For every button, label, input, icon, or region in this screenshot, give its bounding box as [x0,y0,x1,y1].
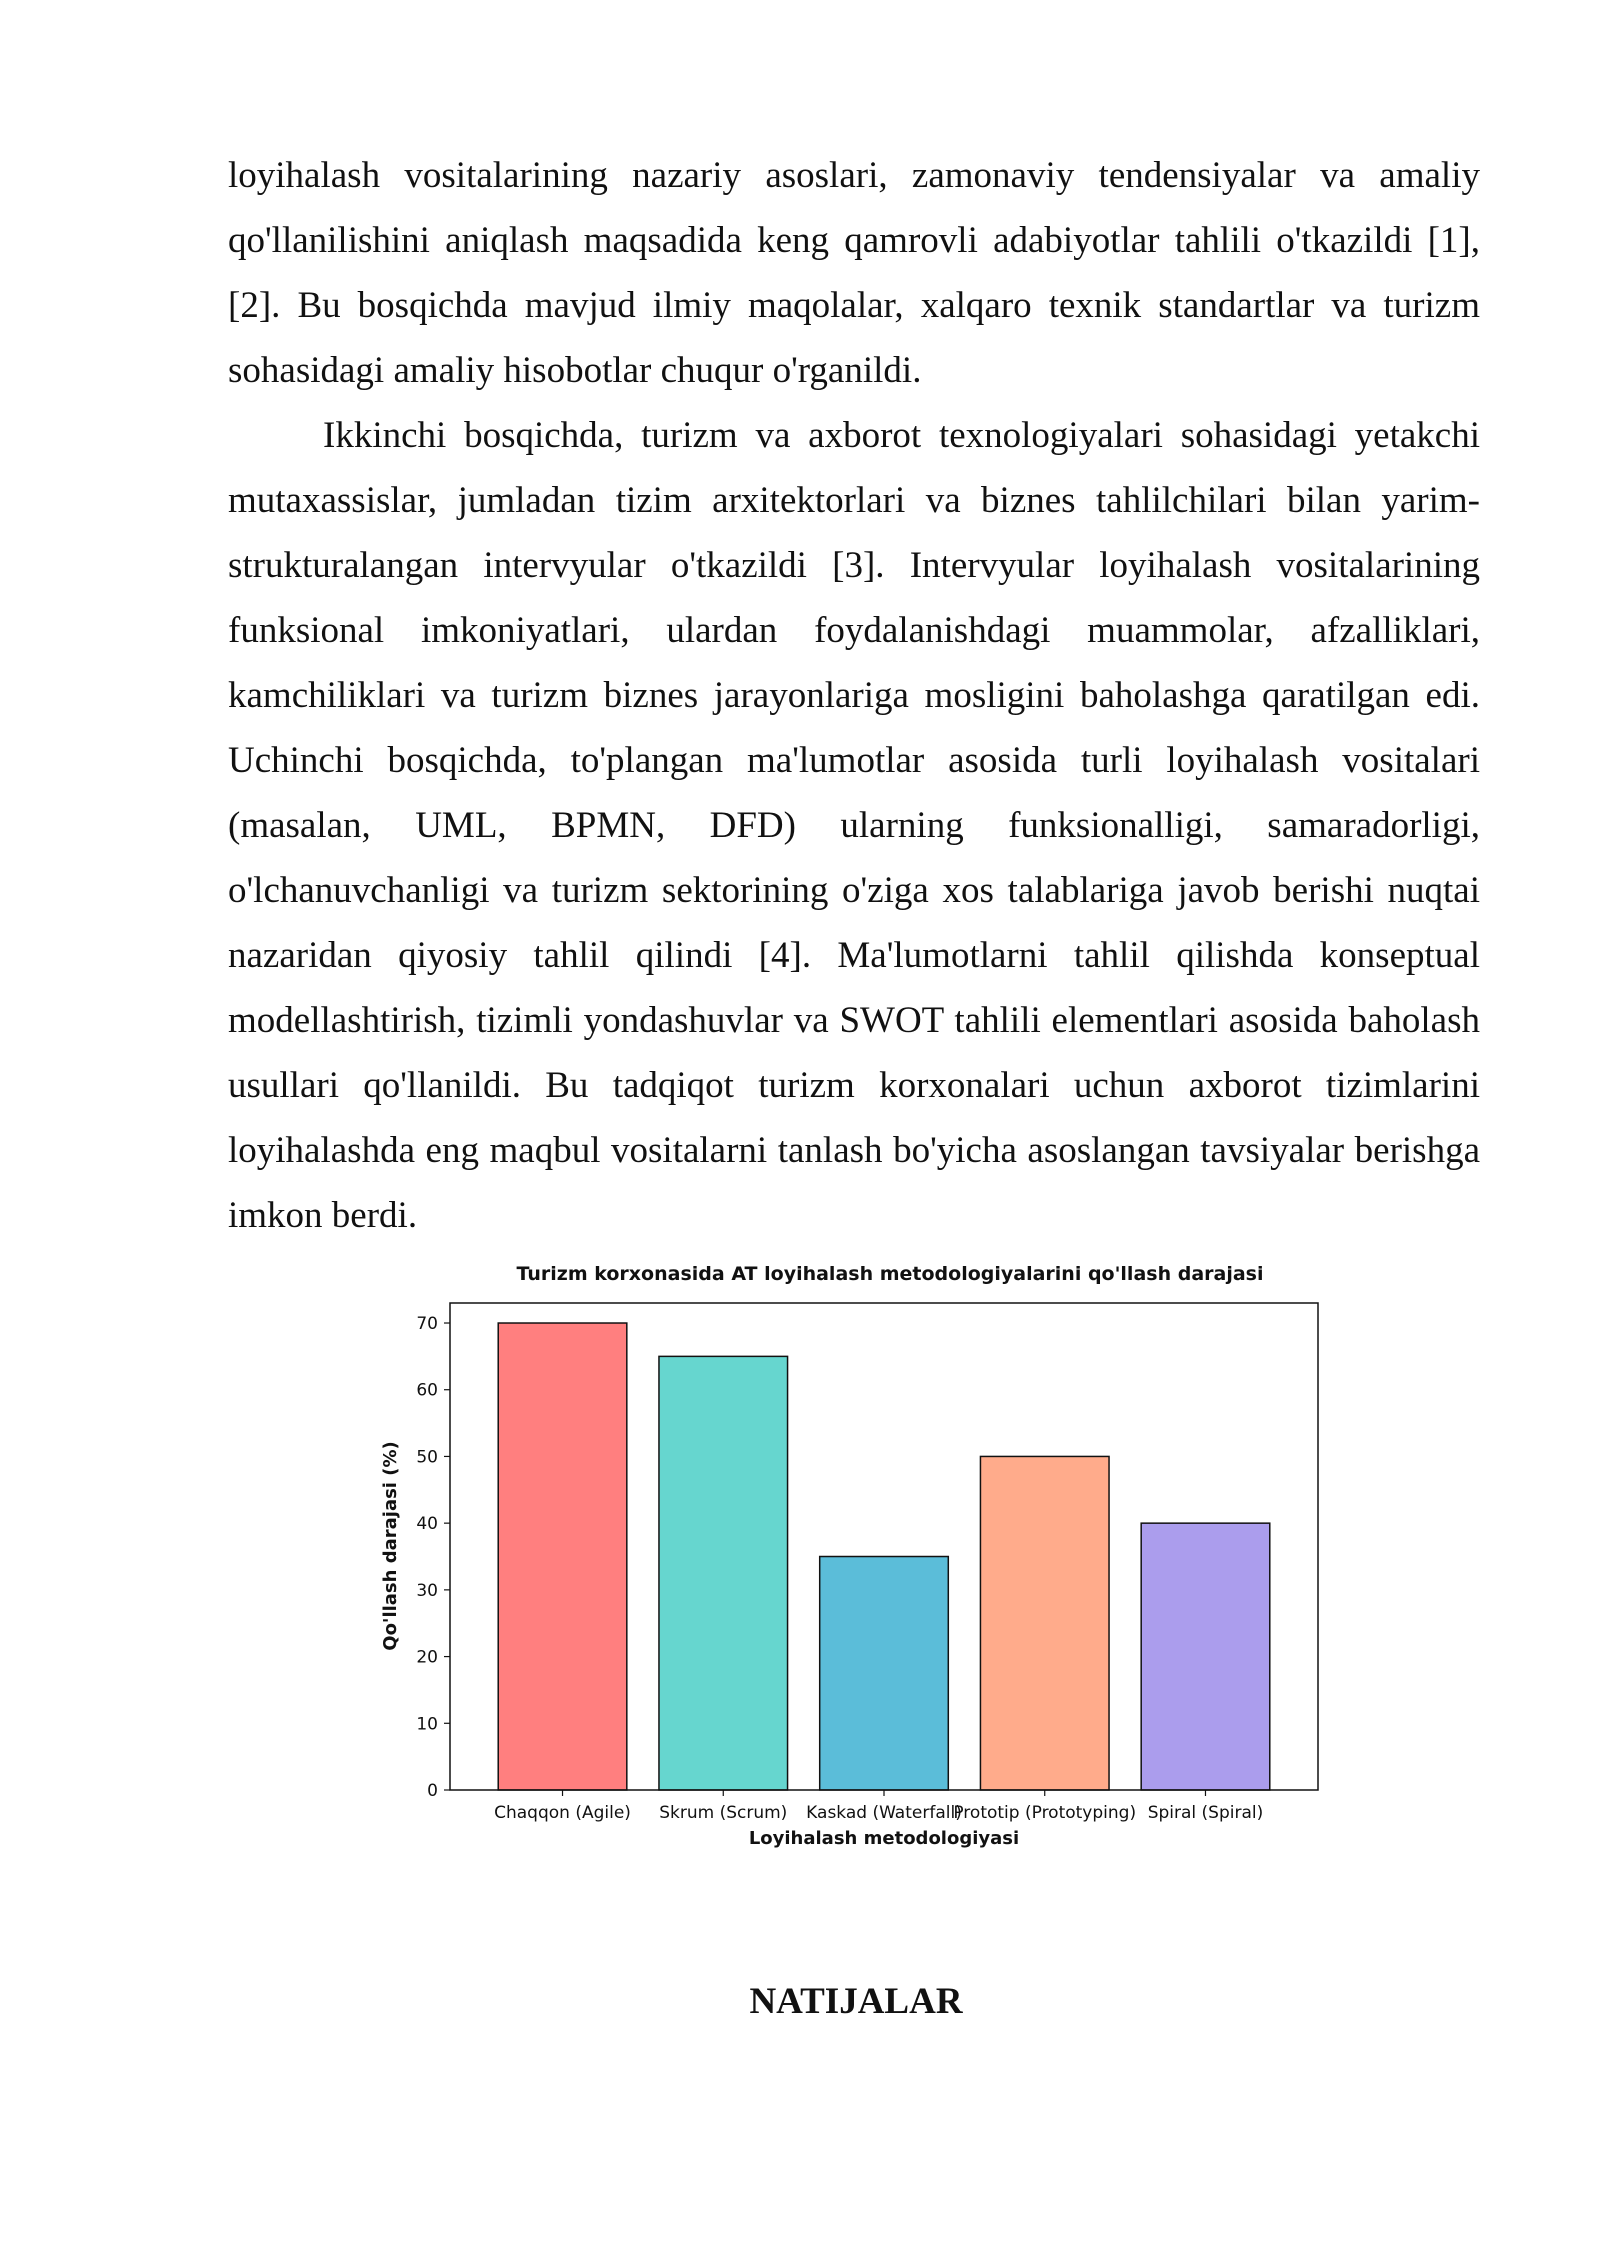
x-tick-label: Prototip (Prototyping) [953,1803,1137,1823]
section-heading: NATIJALAR [749,1981,963,2022]
bar-3 [820,1557,949,1790]
y-tick-label: 50 [416,1447,438,1468]
chart-title: Turizm korxonasida AT loyihalash metodologiyalarini qo'llash darajasi [516,1263,1264,1285]
x-tick-label: Chaqqon (Agile) [494,1803,631,1823]
y-tick-label: 70 [416,1314,438,1335]
paragraph-continuation: loyihalash vositalarining nazariy asoslari, zamonaviy tendensiyalar va amaliy qo'llanilishini aniqlash maqsadida keng qamrovli adabiyotlar tahlili o'tkazildi [1], [2]. Bu bosqichda mavjud ilmiy maqolalar, xalqaro texnik standartlar va turizm sohasidagi amaliy hisobotlar chuqur o'rganildi. [228,155,1480,391]
y-tick-label: 10 [416,1714,438,1735]
y-tick-label: 40 [416,1514,438,1535]
body-text [228,143,1480,1248]
x-tick-label: Skrum (Scrum) [659,1803,788,1823]
bar-5 [1141,1523,1270,1790]
x-tick-label: Spiral (Spiral) [1147,1803,1264,1823]
x-tick-label: Kaskad (Waterfall) [806,1803,962,1823]
bar-1 [498,1323,627,1790]
x-axis-label: Loyihalash metodologiyasi [748,1828,1020,1849]
y-tick-label: 20 [416,1647,438,1668]
y-axis-label: Qo'llash darajasi (%) [380,1441,401,1651]
y-tick-label: 0 [427,1781,438,1801]
y-tick-label: 60 [416,1380,438,1401]
bar-chart-figure [360,1250,1340,1870]
bar-4 [980,1456,1109,1790]
bar-2 [659,1356,788,1790]
y-tick-label: 30 [416,1580,438,1601]
paragraph-methods: Ikkinchi bosqichda, turizm va axborot texnologiyalari sohasidagi yetakchi mutaxassislar, jumladan tizim arxitektorlari va biznes tahlilchilari bilan yarim-strukturalangan intervyular o'tkazildi [3]. Intervyular loyihalash vositalarining funksional imkoniyatlari, ulardan foydalanishdagi muammolar, afzalliklari, kamchiliklari va turizm biznes jarayonlariga mosligini baholashga qaratilgan edi. Uchinchi bosqichda, to'plangan ma'lumotlar asosida turli loyihalash vositalari (masalan, UML, BPMN, DFD) ularning funksionalligi, samaradorligi, o'lchanuvchanligi va turizm sektorining o'ziga xos talablariga javob berishi nuqtai nazaridan qiyosiy tahlil qilindi [4]. Ma'lumotlarni tahlil qilishda konseptual modellashtirish, tizimli yondashuvlar va SWOT tahlili elementlari asosida baholash usullari qo'llanildi. Bu tadqiqot turizm korxonalari uchun axborot tizimlarini loyihalashda eng maqbul vositalarni tanlash bo'yicha asoslangan tavsiyalar berishga imkon berdi. [228,415,1480,1236]
